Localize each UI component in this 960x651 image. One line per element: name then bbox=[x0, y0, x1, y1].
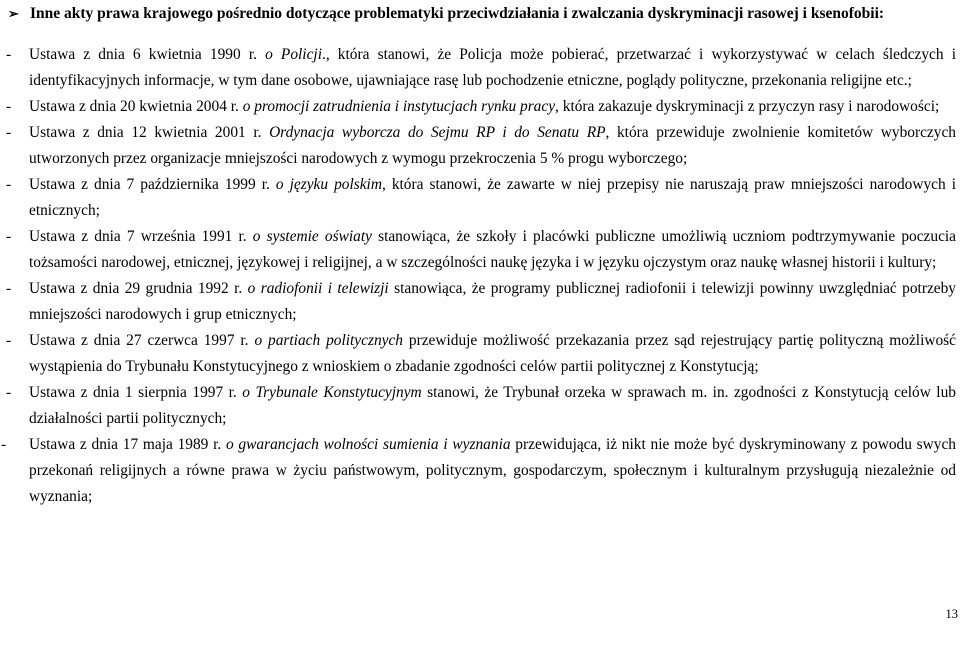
act-title: o promocji zatrudnienia i instytucjach rynku pracy bbox=[242, 98, 556, 115]
list-item bbox=[0, 224, 958, 276]
act-description: przewiduje możliwość przekazania przez sąd rejestrujący partię polityczną możliwość wystąpienia do Trybunału Konstytucyjnego z wnioskiem o zbadanie zgodności celów partii politycznej z Konstytucją; bbox=[29, 332, 956, 375]
act-date: Ustawa z dnia 29 grudnia 1992 r. bbox=[29, 280, 248, 297]
act-description: stanowi, że Trybunał orzeka w sprawach m. in. zgodności z Konstytucją celów lub działalności partii politycznych; bbox=[29, 384, 956, 427]
act-description: stanowiąca, że szkoły i placówki publiczne umożliwią uczniom podtrzymywanie poczucia tożsamości narodowej, etnicznej, językowej i religijnej, a w szczególności naukę języka i w języku ojczystym oraz naukę własnej historii i kultury; bbox=[29, 228, 957, 271]
act-date: Ustawa z dnia 7 września 1991 r. bbox=[29, 228, 253, 245]
act-description: przewidująca, iż nikt nie może być dyskryminowany z powodu swych przekonań religijnych a równe prawa w życiu państwowym, politycznym, gospodarczym, społecznym i kulturalnym przysługują niezależnie od wyznania; bbox=[29, 436, 957, 505]
act-title: o Trybunale Konstytucyjnym bbox=[242, 384, 422, 401]
list-item bbox=[0, 276, 958, 328]
list-item bbox=[0, 328, 958, 380]
list-item bbox=[0, 94, 958, 120]
arrow-bullet-icon: ➢ bbox=[8, 6, 19, 21]
act-description: , która stanowi, że zawarte w niej przepisy nie naruszają praw mniejszości narodowych i etnicznych; bbox=[29, 176, 956, 219]
act-date: Ustawa z dnia 17 maja 1989 r. bbox=[29, 436, 226, 453]
act-date: Ustawa z dnia 6 kwietnia 1990 r. bbox=[29, 46, 266, 63]
act-title: o języku polskim bbox=[275, 176, 382, 193]
act-title: o radiofonii i telewizji bbox=[247, 280, 389, 297]
act-description: , która przewiduje zwolnienie komitetów wyborczych utworzonych przez organizacje mniejszości narodowych z wymogu przekroczenia 5 % progu wyborczego; bbox=[29, 124, 956, 167]
act-date: Ustawa z dnia 27 czerwca 1997 r. bbox=[29, 332, 255, 349]
list-item bbox=[0, 432, 958, 510]
act-title: o partiach politycznych bbox=[254, 332, 403, 349]
list-item bbox=[0, 120, 958, 172]
act-title: o gwarancjach wolności sumienia i wyznania bbox=[225, 436, 511, 453]
list-item bbox=[0, 42, 958, 94]
list-dash: - bbox=[6, 98, 12, 115]
list-dash: - bbox=[1, 436, 7, 453]
act-date: Ustawa z dnia 1 sierpnia 1997 r. bbox=[29, 384, 243, 401]
act-date: Ustawa z dnia 20 kwietnia 2004 r. bbox=[29, 98, 243, 115]
act-title: Ordynacja wyborcza do Sejmu RP i do Senatu RP bbox=[269, 124, 606, 141]
list-dash: - bbox=[6, 176, 12, 193]
list-dash: - bbox=[6, 384, 12, 401]
list-dash: - bbox=[6, 228, 12, 245]
act-description: ., która stanowi, że Policja może pobierać, przetwarzać i wykorzystywać w celach śledczych i identyfikacyjnych informacje, w tym dane osobowe, ujawniające rasę lub pochodzenie etniczne, poglądy polityczne, przekonania religijne etc.; bbox=[29, 46, 956, 89]
list-item bbox=[0, 380, 958, 432]
list-dash: - bbox=[6, 124, 12, 141]
act-date: Ustawa z dnia 7 października 1999 r. bbox=[29, 176, 276, 193]
page-number: 13 bbox=[945, 607, 958, 621]
act-title: o systemie oświaty bbox=[252, 228, 372, 245]
list-dash: - bbox=[6, 46, 12, 63]
list-dash: - bbox=[6, 280, 12, 297]
list-dash: - bbox=[6, 332, 12, 349]
act-date: Ustawa z dnia 12 kwietnia 2001 r. bbox=[29, 124, 270, 141]
list-item bbox=[0, 172, 958, 224]
act-description: stanowiąca, że programy publicznej radiofonii i telewizji powinny uwzględniać potrzeby mniejszości narodowych i grup etnicznych; bbox=[29, 280, 957, 323]
section-heading-text: Inne akty prawa krajowego pośrednio dotyczące problematyki przeciwdziałania i zwalczania dyskryminacji rasowej i ksenofobii: bbox=[30, 5, 885, 22]
section-heading bbox=[8, 4, 948, 24]
legal-acts-list bbox=[0, 42, 958, 510]
act-title: o Policji bbox=[265, 46, 322, 63]
act-description: , która zakazuje dyskryminacji z przyczyn rasy i narodowości; bbox=[555, 98, 940, 115]
